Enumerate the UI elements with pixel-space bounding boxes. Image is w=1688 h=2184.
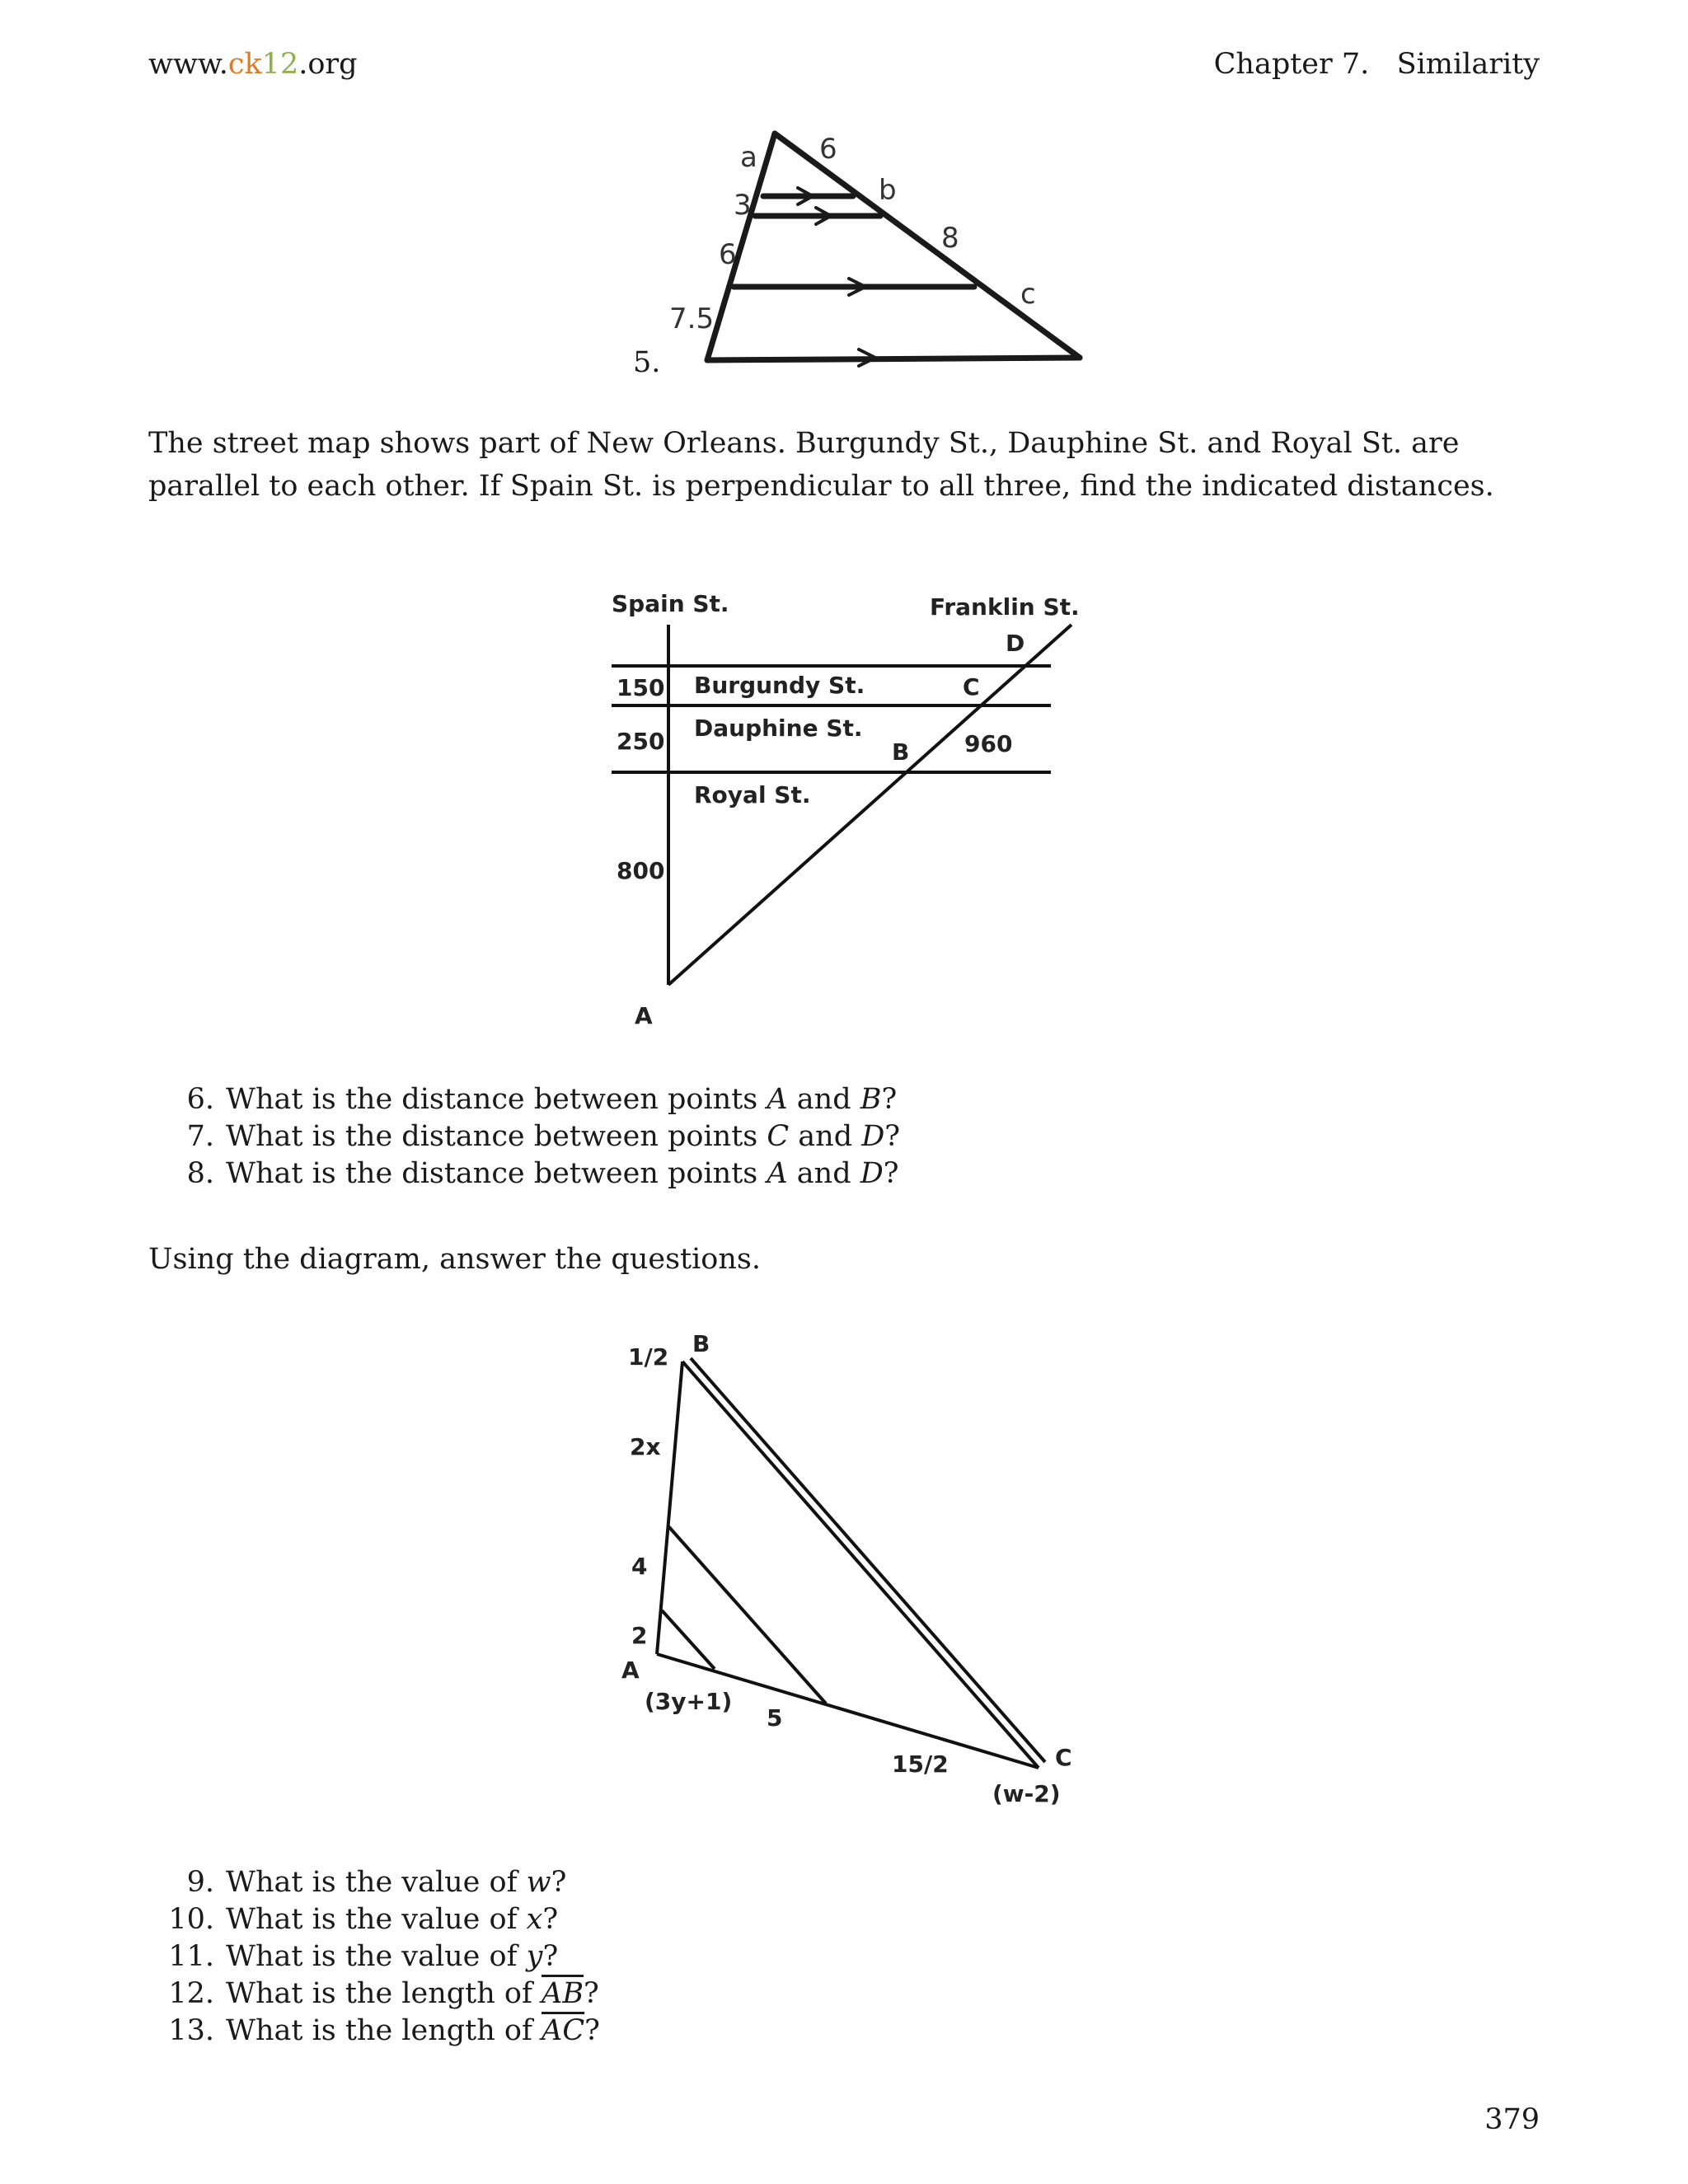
label-2: 2 [631,1622,648,1649]
question-number: 9. [186,1866,214,1899]
label-C: C [963,673,980,701]
label-960: 960 [964,730,1013,757]
question-text: What is the length of $\overline{AC}$? [226,2014,600,2047]
question-text: What is the value of x? [226,1903,559,1936]
triangle-base [707,358,1080,360]
question-number: 12. [168,1977,214,2010]
question-text: What is the length of $\overline{AB}$? [226,1977,599,2010]
question-item [148,2013,600,2050]
label-b: b [879,174,897,207]
street-map-questions [148,1081,900,1193]
triangle-right-side [775,134,1080,358]
question-item [148,1938,600,1975]
label-6-left: 6 [719,238,737,271]
label-dauphine-st: Dauphine St. [694,715,863,742]
label-2x: 2x [630,1433,661,1460]
problem-5-number: 5. [633,346,661,379]
side-BC-inner [691,1358,1045,1762]
label-6-top: 6 [819,133,837,166]
question-number: 6. [186,1083,214,1116]
parallel-segment-middle [668,1526,826,1704]
diagram-intro: Using the diagram, answer the questions. [148,1243,761,1276]
page-number: 379 [1484,2103,1540,2136]
label-250: 250 [617,728,665,755]
problem-5-triangle-diagram [651,124,1113,379]
label-8: 8 [941,222,959,255]
question-number: 13. [168,2014,214,2047]
label-A: A [635,1002,653,1029]
label-c: c [1020,278,1036,311]
question-number: 8. [186,1157,214,1190]
parallel-segment-small [662,1610,715,1669]
question-text: What is the value of y? [226,1940,559,1973]
street-map-intro: The street map shows part of New Orleans. Burgundy St., Dauphine St. and Royal St. are parallel to each other. If Spain St. is perpendicular to all three, find the indicated distances. [148,427,1494,503]
label-7-5: 7.5 [669,302,715,335]
label-3y-plus-1: (3y+1) [645,1688,733,1715]
label-4: 4 [631,1553,648,1580]
question-item [148,1155,900,1193]
question-number: 7. [186,1120,214,1153]
label-D: D [1006,630,1025,657]
question-number: 11. [168,1940,214,1973]
label-spain-st: Spain St. [612,590,729,617]
label-C: C [1055,1744,1072,1771]
question-item [148,1118,900,1155]
side-BC-outer [682,1361,1039,1768]
label-w-minus-2: (w-2) [992,1780,1061,1807]
triangle-questions [148,1864,600,2050]
question-text: What is the distance between points A and B? [226,1083,898,1116]
label-5: 5 [767,1704,783,1732]
question-text: What is the distance between points C and D? [226,1120,901,1153]
label-B: B [692,1330,710,1357]
question-number: 10. [168,1903,214,1936]
label-800: 800 [617,857,665,884]
site-url[interactable]: www.ck12.org [148,48,358,81]
label-150: 150 [617,674,665,701]
street-map-diagram [593,577,1096,1030]
label-a: a [740,141,757,174]
label-burgundy-st: Burgundy St. [694,672,865,699]
chapter-title: Chapter 7. Similarity [1213,48,1540,81]
triangle-diagram [593,1319,1104,1813]
question-item [148,1081,900,1118]
label-royal-st: Royal St. [694,781,811,808]
label-A: A [621,1657,640,1684]
label-15-2: 15/2 [892,1750,949,1778]
label-3: 3 [734,189,752,222]
side-AB [657,1361,682,1654]
label-half: 1/2 [628,1343,669,1371]
question-item [148,1864,600,1901]
label-franklin-st: Franklin St. [930,593,1080,621]
question-text: What is the distance between points A and D? [226,1157,899,1190]
label-B: B [892,738,910,766]
question-text: What is the value of w? [226,1866,567,1899]
question-item [148,1901,600,1938]
question-item [148,1975,600,2013]
